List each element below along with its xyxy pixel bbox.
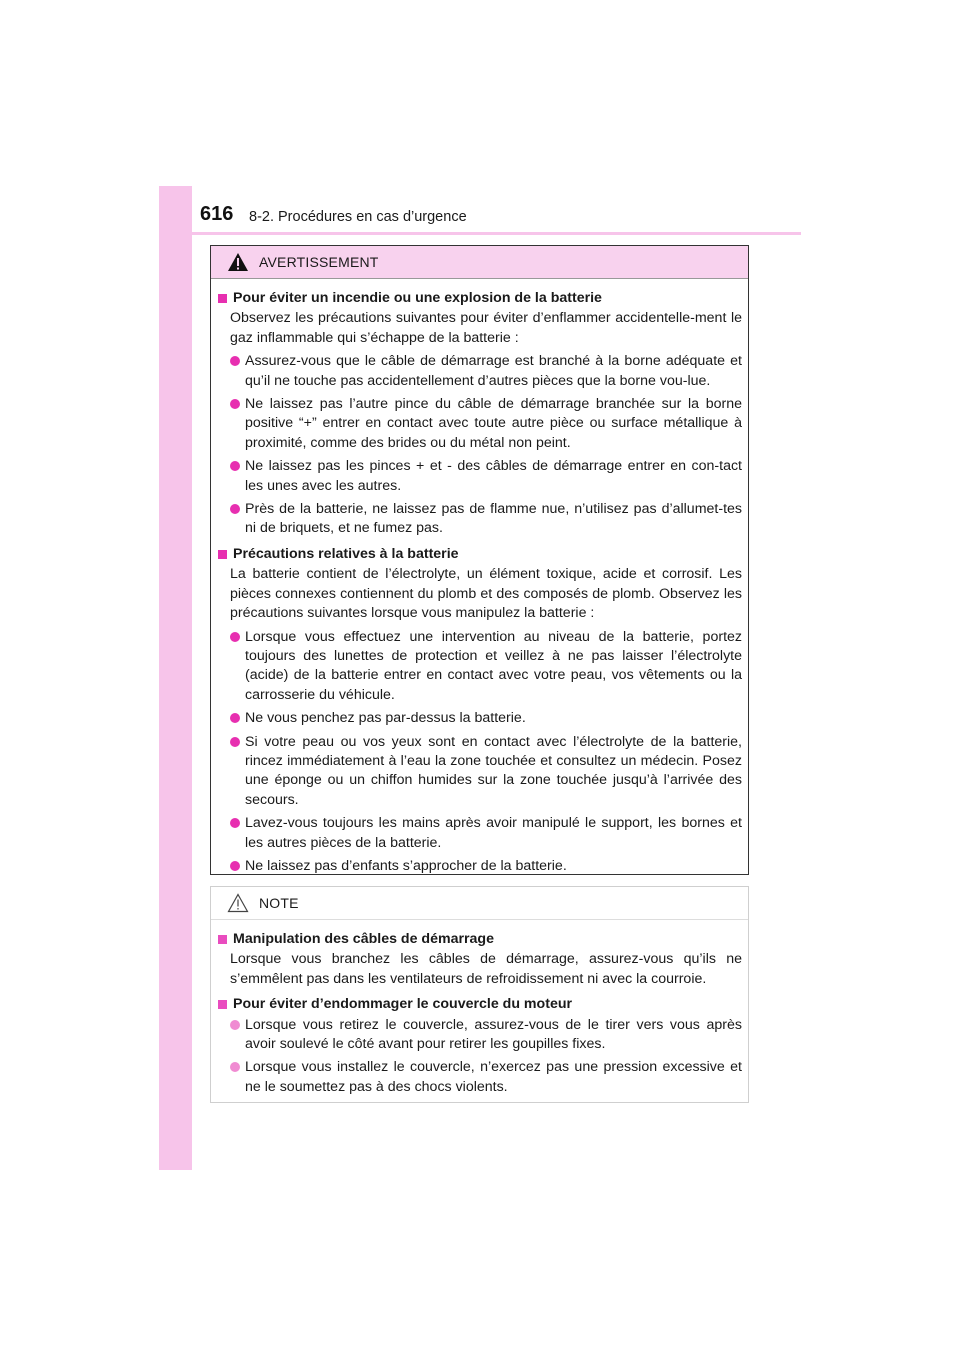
list-item <box>218 733 742 811</box>
section-paragraph: La batterie contient de l’électrolyte, un élément toxique, acide et corrosif. Les pièces connexes contiennent du plomb et des composés de plomb. Observez les précautions suivantes lorsque vous manipulez la batterie : <box>230 566 742 622</box>
list-item-text: Lorsque vous installez le couvercle, n’exercez pas une pression excessive et ne le soumettez pas à des chocs violents. <box>245 1059 742 1095</box>
round-bullet-icon <box>230 713 240 723</box>
section-heading-text: Précautions relatives à la batterie <box>233 545 459 562</box>
list-item <box>218 1016 742 1055</box>
square-bullet-icon <box>218 935 227 944</box>
section-heading-text: Manipulation des câbles de démarrage <box>233 931 494 947</box>
list-item-text: Ne laissez pas l’autre pince du câble de démarrage branchée sur la borne positive “+” entrer en contact avec toute autre pièce ou surface métallique à proximité, comme des brides ou du métal non peint. <box>245 396 742 451</box>
warning-label: AVERTISSEMENT <box>259 254 379 270</box>
list-item <box>218 457 742 496</box>
note-label: NOTE <box>259 895 299 911</box>
note-body <box>211 920 748 1097</box>
warning-triangle-filled-icon <box>227 252 249 272</box>
square-bullet-icon <box>218 550 227 559</box>
section-heading <box>218 995 742 1014</box>
section-heading-text: Pour éviter un incendie ou une explosion de la batterie <box>233 290 602 306</box>
list-item-text: Près de la batterie, ne laissez pas de flamme nue, n’utilisez pas d’allumet-tes ni de briquets, et ne fumez pas. <box>245 501 742 537</box>
round-bullet-icon <box>230 1020 240 1030</box>
section-heading <box>218 930 742 949</box>
list-item <box>218 857 742 876</box>
list-item <box>218 395 742 453</box>
round-bullet-icon <box>230 399 240 409</box>
note-header <box>211 887 748 920</box>
list-item <box>218 352 742 391</box>
list-item-text: Lavez-vous toujours les mains après avoir manipulé le support, les bornes et les autres pièces de la batterie. <box>245 815 742 851</box>
square-bullet-icon <box>218 1000 227 1009</box>
section-heading <box>218 289 742 308</box>
page-number: 616 <box>200 203 234 225</box>
list-item-text: Lorsque vous retirez le couvercle, assurez-vous de le tirer vers vous après avoir soulevé le côté avant pour retirer les goupilles fixes. <box>245 1016 742 1053</box>
list-item <box>218 1058 742 1097</box>
round-bullet-icon <box>230 504 240 514</box>
chapter-tab-strip <box>159 186 192 1170</box>
round-bullet-icon <box>230 1062 240 1072</box>
header-rule <box>192 232 801 235</box>
warning-section <box>218 545 742 877</box>
warning-box <box>210 245 749 875</box>
round-bullet-icon <box>230 818 240 828</box>
section-heading <box>218 545 742 564</box>
caution-triangle-outline-icon <box>227 893 249 913</box>
list-item-text: Ne laissez pas d’enfants s’approcher de la batterie. <box>245 857 567 874</box>
list-item-text: Si votre peau ou vos yeux sont en contact avec l’électrolyte de la batterie, rincez immédiatement à l’eau la zone touchée et consultez un médecin. Posez une éponge ou un chiffon humides sur la zone touchée jusqu’à l’arrivée des secours. <box>245 733 742 808</box>
section-title: 8-2. Procédures en cas d’urgence <box>249 209 467 225</box>
round-bullet-icon <box>230 737 240 747</box>
list-item <box>218 814 742 853</box>
warning-section <box>218 289 742 539</box>
round-bullet-icon <box>230 356 240 366</box>
list-item-text: Assurez-vous que le câble de démarrage est branché à la borne adéquate et qu’il ne touche pas accidentellement d’autres pièces que la borne vou-lue. <box>245 353 742 389</box>
list-item-text: Ne vous penchez pas par-dessus la batterie. <box>245 710 526 727</box>
warning-header <box>211 246 748 279</box>
list-item-text: Ne laissez pas les pinces + et - des câbles de démarrage entrer en con-tact les unes avec les autres. <box>245 458 742 494</box>
section-heading-text: Pour éviter d’endommager le couvercle du moteur <box>233 996 573 1013</box>
section-paragraph: Lorsque vous branchez les câbles de démarrage, assurez-vous qu’ils ne s’emmêlent pas dans les ventilateurs de refroidissement ni avec la courroie. <box>230 951 742 987</box>
square-bullet-icon <box>218 294 227 303</box>
note-section <box>218 930 742 989</box>
note-section <box>218 995 742 1097</box>
list-item-text: Lorsque vous effectuez une intervention au niveau de la batterie, portez toujours des lunettes de protection et veillez à ne pas laisser l’électrolyte (acide) de la batterie entrer en contact avec votre peau, vos vêtements ou la carrosserie du véhicule. <box>245 628 742 703</box>
round-bullet-icon <box>230 461 240 471</box>
list-item <box>218 709 742 728</box>
list-item <box>218 628 742 706</box>
list-item <box>218 500 742 539</box>
round-bullet-icon <box>230 632 240 642</box>
round-bullet-icon <box>230 861 240 871</box>
section-paragraph: Observez les précautions suivantes pour éviter d’enflammer accidentelle-ment le gaz inflammable qui s’échappe de la batterie : <box>230 310 742 346</box>
note-box <box>210 886 749 1103</box>
warning-body <box>211 279 748 876</box>
